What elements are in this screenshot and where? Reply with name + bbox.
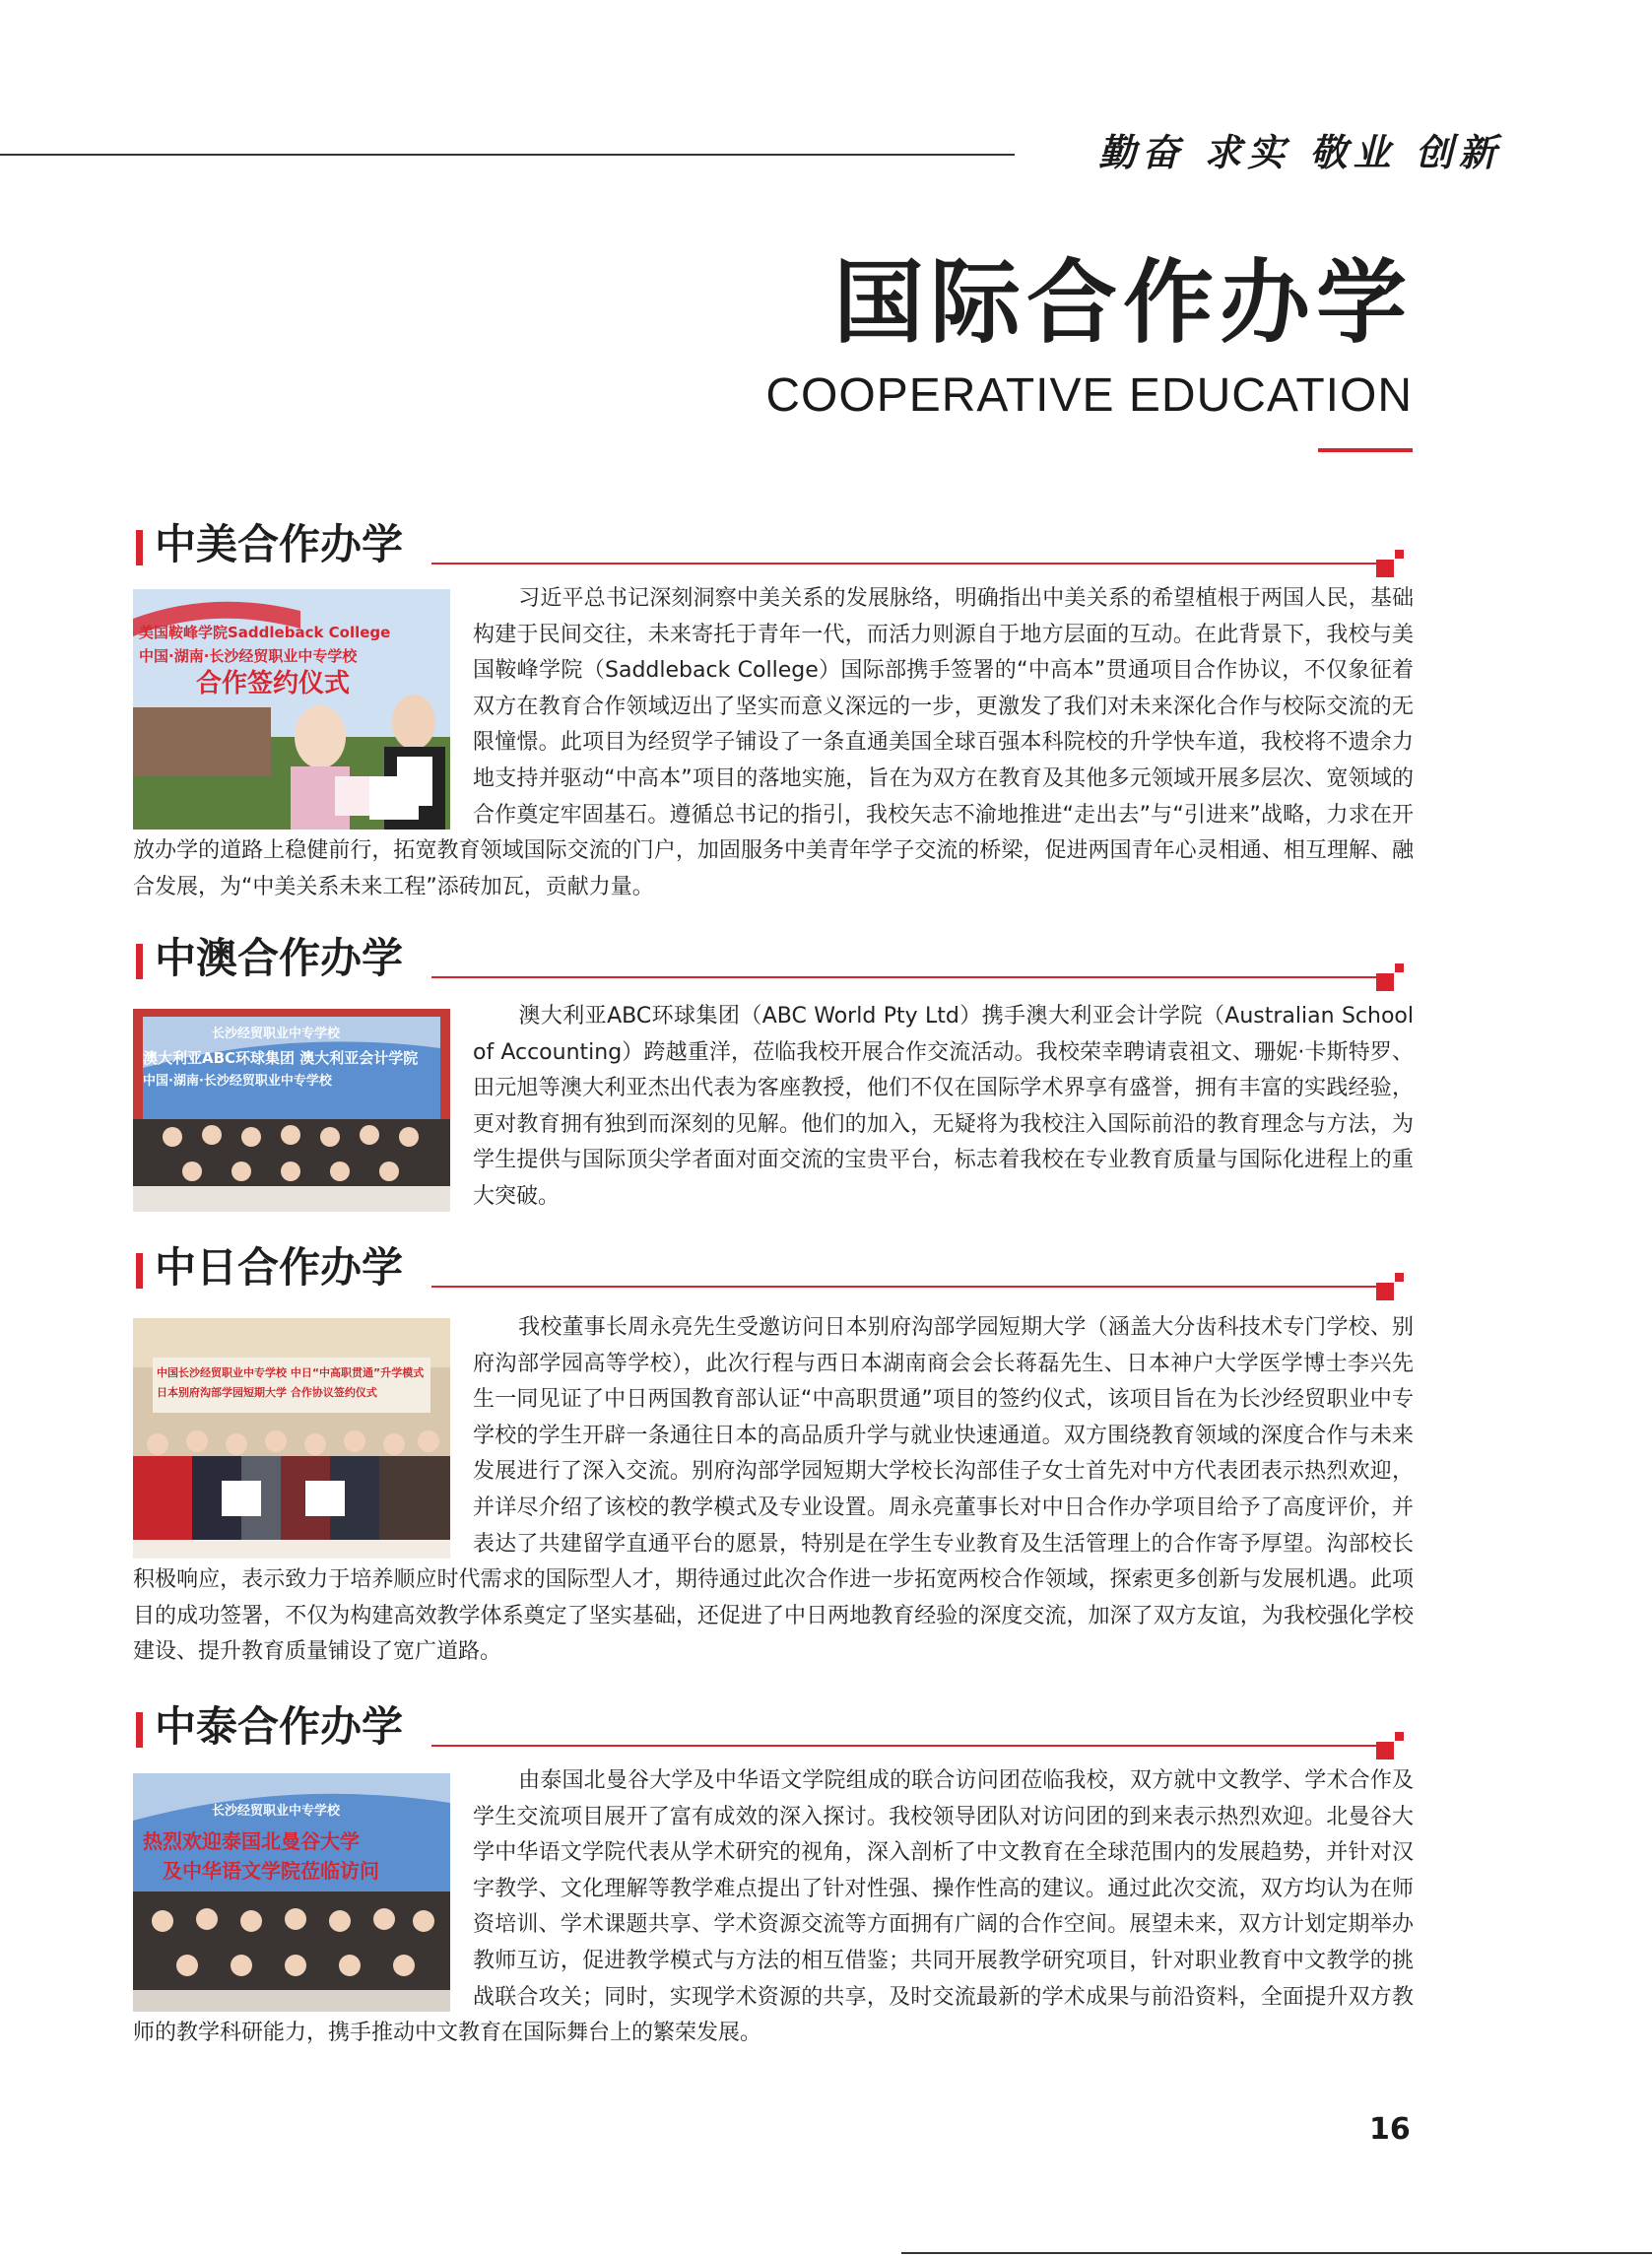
heading-line (431, 1745, 1376, 1747)
section-title: 中日合作办学 (155, 1243, 404, 1292)
page-title: 国际合作办学 (832, 250, 1413, 356)
section-heading-us (133, 520, 1404, 569)
corner-squares-icon (1376, 1732, 1404, 1759)
section-heading-th (133, 1702, 1404, 1752)
heading-line (431, 1286, 1376, 1288)
heading-line (431, 563, 1376, 564)
section-paragraph: 我校董事长周永亮先生受邀访问日本别府沟部学园短期大学（涵盖大分齿科技术专门学校、别府沟部学园高等学校），此次行程与西日本湖南商会会长蒋磊先生、日本神户大学医学博士李兴先生一同见证了中日两国教育部认证“中高职贯通”项目的签约仪式，该项目旨在为长沙经贸职业中专学校的学生开辟一条通往日本的高品质升学与就业快速通道。双方围绕教育领域的深度合作与未来发展进行了深入交流。别府沟部学园短期大学校长沟部佳子女士首先对中方代表团表示热烈欢迎，并详尽介绍了该校的教学模式及专业设置。周永亮董事长对中日合作办学项目给予了高度评价，并表达了共建留学直通平台的愿景，特别是在学生专业教育及生活管理上的合作寄予厚望。沟部校长积极响应，表示致力于培养顺应时代需求的国际型人才，期待通过此次合作进一步拓宽两校合作领域，探索更多创新与发展机遇。此项目的成功签署，不仅为构建高效教学体系奠定了坚实基础，还促进了中日两地教育经验的深度交流，加深了双方友谊，为我校强化学校建设、提升教育质量铺设了宽广道路。 (133, 1315, 1414, 1665)
title-underline (1318, 448, 1413, 452)
photo-banner-text: 长沙经贸职业中专学校 澳大利亚ABC环球集团 澳大利亚会计学院 中国·湖南·长沙经贸职业中专学校 (143, 1027, 419, 1089)
section-paragraph: 由泰国北曼谷大学及中华语文学院组成的联合访问团莅临我校，双方就中文教学、学术合作及学生交流项目展开了富有成效的深入探讨。我校领导团队对访问团的到来表示热烈欢迎。北曼谷大学中华语文学院代表从学术研究的视角，深入剖析了中文教育在全球范围内的发展趋势，并针对汉字教学、文化理解等教学难点提出了针对性强、操作性高的建议。通过此次交流，双方均认为在师资培训、学术课题共享、学术资源交流等方面拥有广阔的合作空间。展望未来，双方计划定期举办教师互访，促进教学模式与方法的相互借鉴；共同开展教学研究项目，针对职业教育中文教学的挑战联合攻关；同时，实现学术资源的共享，及时交流最新的学术成果与前沿资料，全面提升双方教师的教学科研能力，携手推动中文教育在国际舞台上的繁荣发展。 (133, 1768, 1414, 2046)
corner-squares-icon (1376, 550, 1404, 577)
section-paragraph: 习近平总书记深刻洞察中美关系的发展脉络，明确指出中美关系的希望植根于两国人民，基础构建于民间交往，未来寄托于青年一代，而活力则源自于地方层面的互动。在此背景下，我校与美国鞍峰学院（Saddleback College）国际部携手签署的“中高本”贯通项目合作协议，不仅象征着双方在教育合作领域迈出了坚实而意义深远的一步，更激发了我们对未来深化合作与校际交流的无限憧憬。此项目为经贸学子铺设了一条直通美国全球百强本科院校的升学快车道，我校将不遗余力地支持并驱动“中高本”项目的落地实施，旨在为双方在教育及其他多元领域开展多层次、宽领域的合作奠定牢固基石。遵循总书记的指引，我校矢志不渝地推进“走出去”与“引进来”战略，力求在开放办学的道路上稳健前行，拓宽教育领域国际交流的门户，加固服务中美青年学子交流的桥梁，促进两国青年心灵相通、相互理解、融合发展，为“中美关系未来工程”添砖加瓦，贡献力量。 (133, 586, 1414, 899)
corner-squares-icon (1376, 1273, 1404, 1300)
heading-line (431, 976, 1376, 978)
page-number: 16 (1369, 2112, 1411, 2147)
section-title: 中澳合作办学 (155, 934, 404, 982)
photo-banner-text: 长沙经贸职业中专学校 热烈欢迎泰国北曼谷大学 及中华语文学院莅临访问 (143, 1804, 379, 1883)
section-heading-au (133, 934, 1404, 983)
section-title: 中美合作办学 (155, 520, 404, 568)
photo-banner-text: 美国鞍峰学院Saddleback College 中国·湖南·长沙经贸职业中专学校 合作签约仪式 (139, 624, 391, 698)
heading-marker (136, 1712, 143, 1748)
school-motto: 勤奋 求实 敬业 创新 (1098, 130, 1502, 174)
header-rule (0, 154, 1015, 156)
section-heading-jp (133, 1243, 1404, 1293)
page-subtitle: COOPERATIVE EDUCATION (765, 369, 1413, 422)
footer-rule (901, 2252, 1652, 2254)
corner-squares-icon (1376, 963, 1404, 991)
heading-marker (136, 530, 143, 565)
photo-banner-text: 中国长沙经贸职业中专学校 中日“中高职贯通”升学模式 日本别府沟部学园短期大学 合作协议签约仪式 (157, 1366, 425, 1399)
heading-marker (136, 944, 143, 979)
section-title: 中泰合作办学 (155, 1702, 404, 1751)
heading-marker (136, 1253, 143, 1289)
section-paragraph: 澳大利亚ABC环球集团（ABC World Pty Ltd）携手澳大利亚会计学院（Australian School of Accounting）跨越重洋，莅临我校开展合作交流活动。我校荣幸聘请袁祖文、珊妮·卡斯特罗、田元旭等澳大利亚杰出代表为客座教授，他们不仅在国际学术界享有盛誉，拥有丰富的实践经验，更对教育拥有独到而深刻的见解。他们的加入，无疑将为我校注入国际前沿的教育理念与方法，为学生提供与国际顶尖学者面对面交流的宝贵平台，标志着我校在专业教育质量与国际化进程上的重大突破。 (473, 1004, 1414, 1209)
